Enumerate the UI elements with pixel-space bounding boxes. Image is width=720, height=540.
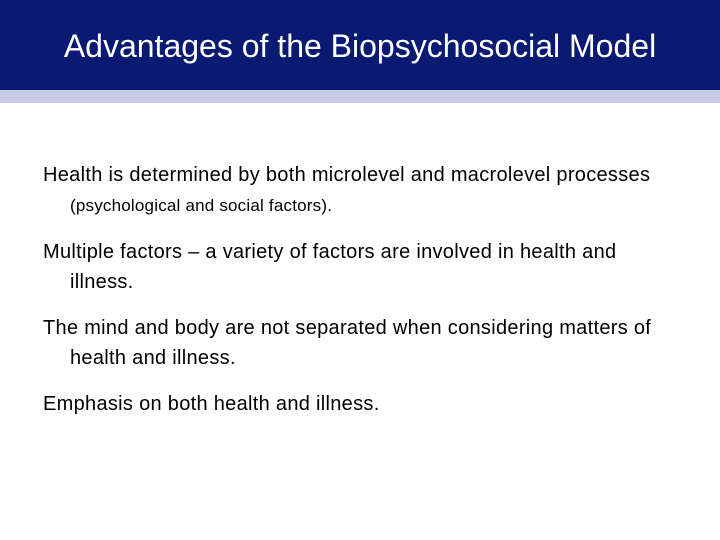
bullet-text: Health is determined by both microlevel and macrolevel processes xyxy=(43,164,651,186)
bullet-list xyxy=(43,160,683,435)
bullet-item xyxy=(43,160,683,221)
bullet-text: Multiple factors – a variety of factors are involved in health and illness. xyxy=(43,241,617,293)
bullet-item xyxy=(43,237,683,297)
bullet-text: Emphasis on both health and illness. xyxy=(43,393,380,415)
bullet-text: The mind and body are not separated when considering matters of health and illness. xyxy=(43,317,652,369)
title-accent-stripe xyxy=(0,90,720,103)
bullet-item xyxy=(43,389,683,419)
bullet-item xyxy=(43,313,683,373)
bullet-detail: (psychological and social factors). xyxy=(70,196,333,215)
slide-title: Advantages of the Biopsychosocial Model xyxy=(63,28,657,64)
